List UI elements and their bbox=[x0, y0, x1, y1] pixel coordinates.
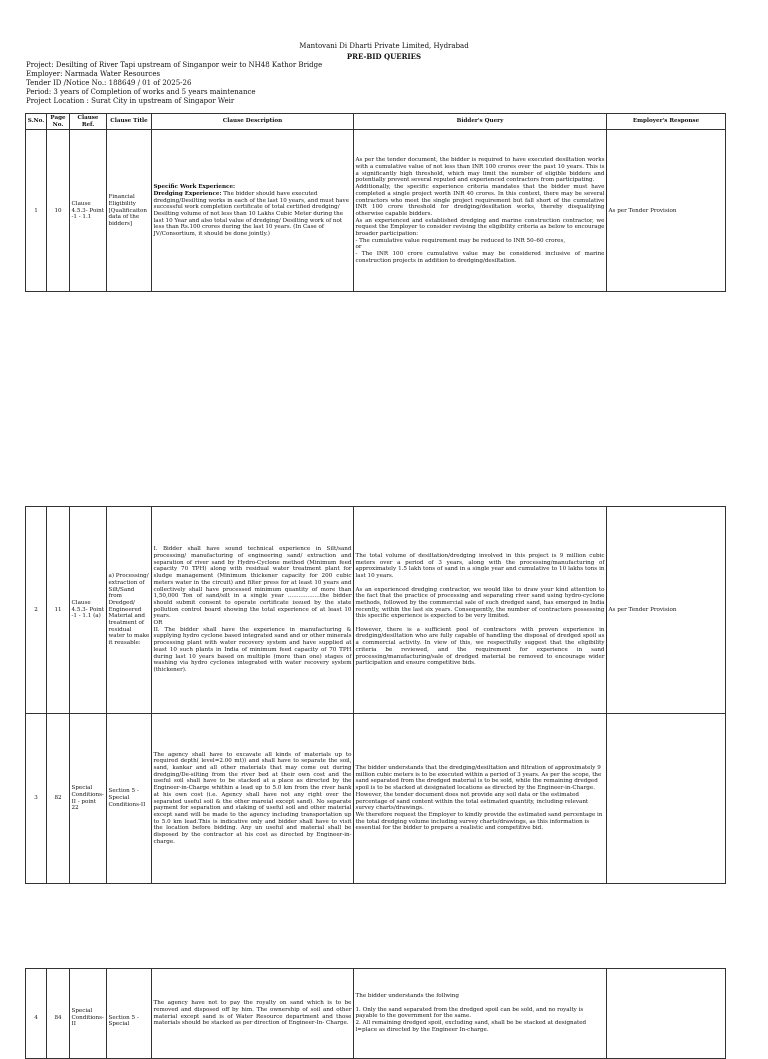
desc-subheading: Dredging Experience: bbox=[153, 190, 222, 197]
row-sno: 4 bbox=[26, 969, 47, 1059]
row-page: 10 bbox=[47, 130, 70, 292]
col-clause-desc: Clause Description bbox=[152, 114, 354, 130]
col-clause-ref: Clause Ref. bbox=[70, 114, 107, 130]
meta-location: Project Location : Surat City in upstream of Singapor Weir bbox=[26, 97, 235, 105]
project-meta bbox=[26, 61, 322, 106]
col-page: Page No. bbox=[47, 114, 70, 130]
col-sno: S.No. bbox=[26, 114, 47, 130]
row-clause-ref: Special Conditions-II bbox=[70, 969, 107, 1059]
row-query bbox=[354, 969, 607, 1059]
col-query: Bidder's Query bbox=[354, 114, 607, 130]
query-paragraph: Additionally, the specific experience criteria mandates that the bidder must have completed a single project worth INR 40 crores. In this context, there may be several contractors who meet the single project requirement but fall short of the cumulative INR 100 crore threshold for dredging/desiltation works, thereby disqualifying otherwise capable bidders. bbox=[355, 184, 605, 217]
meta-project: Project: Desilting of River Tapi upstream of Singanpor weir to NH48 Kathor Bridge bbox=[26, 61, 323, 69]
row-clause-ref: Special Conditions-II - point 22 bbox=[70, 714, 107, 884]
desc-paragraph: The agency have not to pay the royalty on sand which is to be removed and disposed off by him. The ownership of soil and other material except sand is of Water Resource department and those materials should be stacked as per direction of Engineer-In- Charge. bbox=[153, 1000, 352, 1027]
row-sno: 3 bbox=[26, 714, 47, 884]
desc-paragraph: I. Bidder shall have sound technical experience in Silt/sand processing/ manufacturing of engineering sand/ extraction and separation of river sand by Hydro-Cyclone method (Minimum feed capacity 70 TPH) along with residual water treatment plant for sludge management (Minimum thickener capacity for 200 cubic meters water in the circuit) and filter press for at least 10 years and collectively shall have processed minimum quantity of more than 1,50,000 Ton of sand/silt in a single year ..................the bidder should submit consent to operate certificate issued by the state pollution control board showing the total experience of at least 10 years. bbox=[153, 546, 352, 620]
row-response bbox=[607, 969, 726, 1059]
row-clause-title: Section 5 - Special Conditions-II bbox=[107, 714, 152, 884]
row-clause-desc bbox=[152, 714, 354, 884]
document-title: PRE-BID QUERIES bbox=[346, 52, 422, 61]
row-clause-desc bbox=[152, 507, 354, 714]
queries-table-part-1 bbox=[25, 113, 726, 292]
queries-table-part-2 bbox=[25, 506, 726, 884]
row-clause-ref: Clause 4.5.3- Point -1 - 1.1 (a) bbox=[70, 507, 107, 714]
col-response: Employer's Response bbox=[607, 114, 726, 130]
meta-period: Period: 3 years of Completion of works and 5 years maintenance bbox=[26, 88, 256, 96]
query-paragraph: The bidder understands that the dredging/desiltation and filtration of approximately 9 million cubic meters is to be executed within a period of 3 years. As per the scope, the sand separated from the dredged material is to be sold, while the remaining dredged spoil is to be stacked at designated locations as directed by the Engineer-in-Charge. bbox=[355, 764, 602, 792]
query-paragraph: or bbox=[355, 244, 362, 251]
row-response: As per Tender Provision bbox=[607, 507, 726, 714]
query-paragraph: However, there is a sufficient pool of contractors with proven experience in dredging/desiltation who are fully capable of handling the disposal of dredged spoil as a commercial activity. In view of this, we respectfully suggest that the eligibility criteria be reviewed, and the requirement for experience in sand processing/manufacturing/sale of dredged material be removed to encourage wider participation and ensure competitive bids. bbox=[355, 626, 605, 667]
desc-text: The bidder should have executed dredging/Desilting works in each of the last 10 years, and must have successful work completion certificate of total certified dredging/ Desilting volume of not less than 10 Lakhs Cubic Meter during the last 10 Year and also total value of dredging/ Desilting work of not less than Rs.100 crores during the last 10 years. (In Case of JV/Consortium, it should be done jointly.) bbox=[153, 190, 350, 238]
query-paragraph: - The INR 100 crore cumulative value may be considered inclusive of marine construction projects in addition to dredging/desiltation. bbox=[355, 251, 605, 264]
row-query bbox=[354, 507, 607, 714]
desc-paragraph: OR bbox=[153, 620, 163, 627]
query-paragraph: As an experienced dredging contractor, we would like to draw your kind attention to the fact that the practice of processing and separating river sand using hydro-cyclone methods, followed by the commercial sale of such dredged sand, has emerged in India recently, within the last six years. Consequently, the number of contractors possessing this specific experience is expected to be very limited. bbox=[355, 586, 605, 620]
row-sno: 1 bbox=[26, 130, 47, 292]
table-row bbox=[26, 130, 726, 292]
desc-heading: Specific Work Experience: bbox=[153, 184, 236, 191]
table-row bbox=[26, 507, 726, 714]
row-clause-title: Section 5 - Special bbox=[107, 969, 152, 1059]
query-paragraph: 2. All remaining dredged spoil, excluding sand, shall be be stacked at designated l=place as directed by the Engineer In-charge. bbox=[355, 1020, 587, 1033]
company-name: Mantovani Di Dharti Private Limited, Hydrabad bbox=[299, 42, 469, 50]
meta-employer: Employer: Narmada Water Resources bbox=[26, 70, 161, 78]
meta-tender: Tender ID /Notice No.: 188649 / 01 of 2025-26 bbox=[26, 79, 192, 87]
row-clause-title: a) Processing/ extraction of Silt/Sand from Dredged/ Engineered Material and treatment of residual water to make it reusable: bbox=[107, 507, 152, 714]
queries-table-part-3 bbox=[25, 968, 726, 1059]
row-page: 11 bbox=[47, 507, 70, 714]
desc-paragraph: The agency shall have to excavate all kinds of materials up to required depth( level=2.00 mt)) and shall have to separate the soil, sand, kankar and all other materials that may come out during dredging/De-silting from the river bed at their own cost and the useful soil shall have to be stacked at a place as directed by the Engineer-in-Charge whithin a lead up to 5.0 km from the river bank at his own cost (i.e. Agency shall have not any right over the separated useful soil & the other mareial except sand). No separate payment for separation and staking of useful soil and other material except sand will be made to the agency including transportation up to 5.0 km lead.This is indicative only and bidder shall have to visit the location before bidding. Any un useful and material shall be disposed by the contractor at his cost as directed by Engineer-in-charge. bbox=[153, 751, 352, 845]
table-row bbox=[26, 714, 726, 884]
row-query bbox=[354, 714, 607, 884]
desc-paragraph: II. The bidder shall have the experience in manufacturing & supplying hydro cyclone based integrated sand and or other minerals processing plant with water recovery system and have supplied at least 10 such plants in India of minimum feed capacity of 70 TPH during last 10 years based on multiple (more than one) stages of washing via hydro cyclones integrated with water recovery system (thickener). bbox=[153, 626, 352, 673]
row-clause-desc bbox=[152, 130, 354, 292]
row-clause-ref: Clause 4.5.3- Point -1 - 1.1 bbox=[70, 130, 107, 292]
query-paragraph: The total volume of desiltation/dredging involved in this project is 9 million cubic meters over a period of 3 years, along with the processing/manufacturing of approximately 1.5 lakh tons of sand in a single year and cumulative to 10 lakhs tons in last 10 years. bbox=[355, 553, 605, 580]
row-page: 82 bbox=[47, 714, 70, 884]
query-paragraph: The bidder understands the follwing bbox=[355, 993, 459, 1000]
row-page: 84 bbox=[47, 969, 70, 1059]
query-paragraph: As per the tender document, the bidder is required to have executed desiltation works with a cumulative value of not less than INR 100 crores over the past 10 years. This is a significantly high threshold, which may limit the number of eligible bidders and potentially prevent several reputed and experienced contractors from participating. bbox=[355, 157, 605, 184]
query-paragraph: As an experienced and established dredging and marine construction contractor, we request the Employer to consider revising the eligibility criteria as below to encourage broader participation: bbox=[355, 217, 605, 238]
query-paragraph: 1. Only the sand separated from the dredged spoil can be sold, and no royalty is payable to the government for the same. bbox=[355, 1006, 584, 1020]
query-paragraph: However, the tender document does not provide any soil data or the estimated percentage of sand content within the total estimated quantity, including relevant survey charts/drawings. bbox=[355, 791, 589, 812]
row-response bbox=[607, 714, 726, 884]
query-paragraph: - The cumulative value requirement may be reduced to INR 50–60 crores, bbox=[355, 237, 566, 244]
query-paragraph: We therefore request the Employer to kindly provide the estimated sand percentage in the total dredging volume including survey charts/drawings, as this information is essential for the bidder to prepare a realistic and competitive bid. bbox=[355, 811, 603, 832]
row-sno: 2 bbox=[26, 507, 47, 714]
table-row bbox=[26, 969, 726, 1059]
row-clause-title: Financial Eligibility [Qualificaiton data of the bidders] bbox=[107, 130, 152, 292]
col-clause-title: Clause Title bbox=[107, 114, 152, 130]
row-query bbox=[354, 130, 607, 292]
table-header-row bbox=[26, 114, 726, 130]
row-clause-desc bbox=[152, 969, 354, 1059]
row-response: As per Tender Provision bbox=[607, 130, 726, 292]
